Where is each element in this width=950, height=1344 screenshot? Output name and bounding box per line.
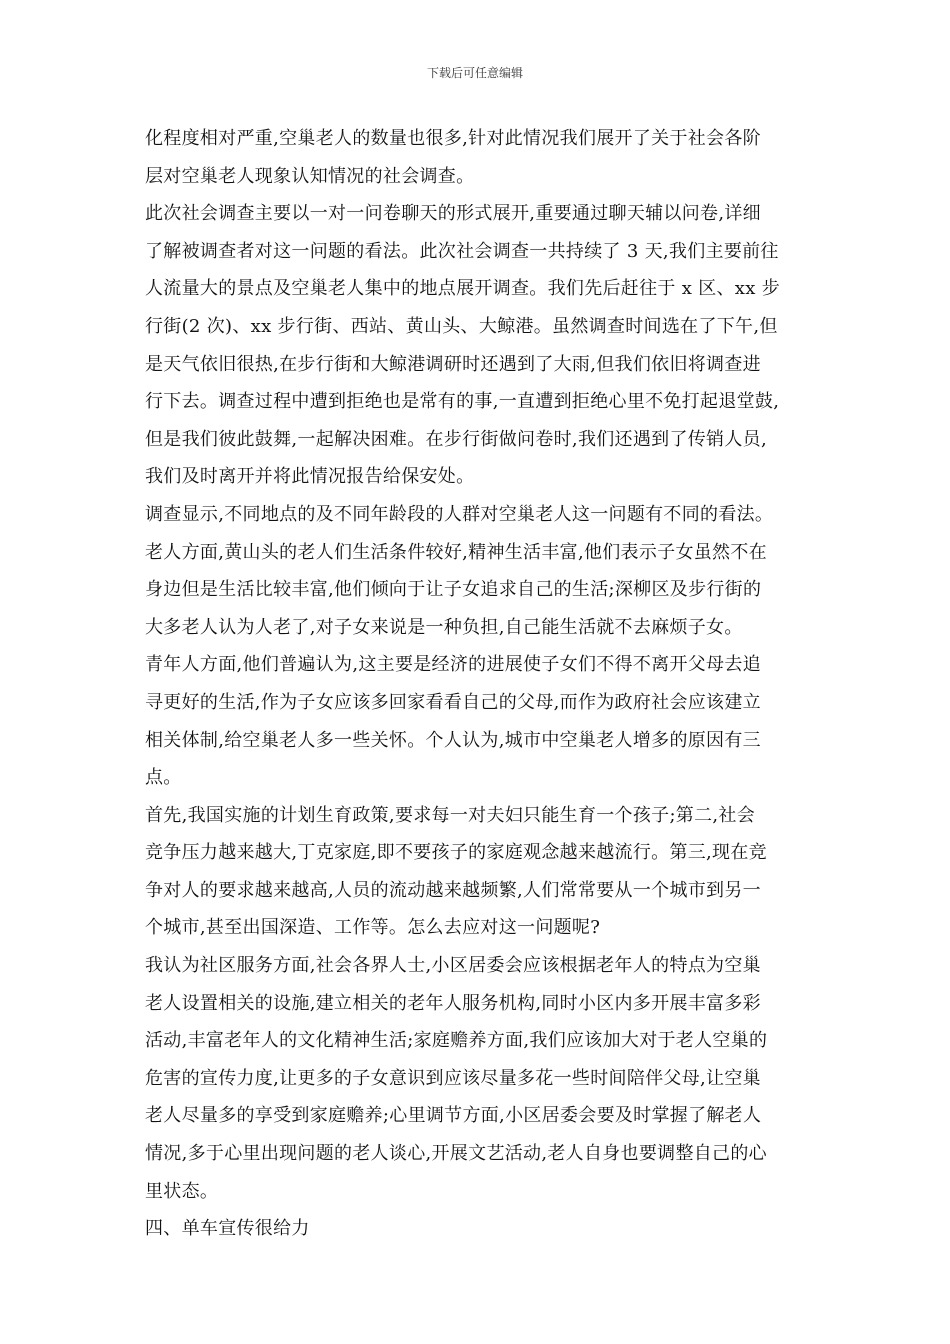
text-line: 行下去。调查过程中遭到拒绝也是常有的事,一直遭到拒绝心里不免打起退堂鼓, bbox=[145, 391, 780, 413]
page-header: 下载后可任意编辑 bbox=[426, 66, 523, 80]
text-line: 但是我们彼此鼓舞,一起解决困难。在步行街做问卷时,我们还遇到了传销人员, bbox=[145, 428, 767, 450]
text-line: 竞争压力越来越大,丁克家庭,即不要孩子的家庭观念越来越流行。第三,现在竞 bbox=[145, 842, 767, 864]
text-line: 里状态。 bbox=[145, 1180, 219, 1202]
text-line: 是天气依旧很热,在步行街和大鲸港调研时还遇到了大雨,但我们依旧将调查进 bbox=[145, 353, 761, 375]
text-line: 化程度相对严重,空巢老人的数量也很多,针对此情况我们展开了关于社会各阶 bbox=[145, 128, 761, 149]
document-body bbox=[145, 120, 825, 1248]
text-line: 此次社会调查主要以一对一问卷聊天的形式展开,重要通过聊天辅以问卷,详细 bbox=[145, 203, 761, 225]
text-line: 情况,多于心里出现问题的老人谈心,开展文艺活动,老人自身也要调整自己的心 bbox=[145, 1143, 767, 1165]
text-line: 我认为社区服务方面,社会各界人士,小区居委会应该根据老年人的特点为空巢 bbox=[145, 955, 761, 977]
section-heading: 四、单车宣传很给力 bbox=[145, 1218, 310, 1240]
text-line: 老人设置相关的设施,建立相关的老年人服务机构,同时小区内多开展丰富多彩 bbox=[145, 992, 761, 1014]
text-line: 活动,丰富老年人的文化精神生活;家庭赡养方面,我们应该加大对于老人空巢的 bbox=[145, 1030, 768, 1052]
text-line: 行街(2 次)、xx 步行街、西站、黄山头、大鲸港。虽然调查时间选在了下午,但 bbox=[145, 315, 778, 337]
text-line: 身边但是生活比较丰富,他们倾向于让子女追求自己的生活;深柳区及步行街的 bbox=[145, 579, 762, 601]
text-line: 个城市,甚至出国深造、工作等。怎么去应对这一问题呢? bbox=[145, 917, 601, 939]
text-line: 大多老人认为人老了,对子女来说是一种负担,自己能生活就不去麻烦子女。 bbox=[145, 616, 743, 638]
text-line: 青年人方面,他们普遍认为,这主要是经济的进展使子女们不得不离开父母去追 bbox=[145, 654, 761, 676]
text-line: 点。 bbox=[145, 767, 182, 789]
text-line: 老人方面,黄山头的老人们生活条件较好,精神生活丰富,他们表示子女虽然不在 bbox=[145, 541, 767, 563]
text-line: 调查显示,不同地点的及不同年龄段的人群对空巢老人这一问题有不同的看法。 bbox=[145, 503, 774, 525]
text-line: 寻更好的生活,作为子女应该多回家看看自己的父母,而作为政府社会应该建立 bbox=[145, 691, 761, 713]
text-line: 老人尽量多的享受到家庭赡养;心里调节方面,小区居委会要及时掌握了解老人 bbox=[145, 1105, 762, 1127]
text-line: 危害的宣传力度,让更多的子女意识到应该尽量多花一些时间陪伴父母,让空巢 bbox=[145, 1067, 761, 1089]
text-line: 人流量大的景点及空巢老人集中的地点展开调查。我们先后赶往于 x 区、xx 步 bbox=[145, 278, 781, 300]
text-line: 首先,我国实施的计划生育政策,要求每一对夫妇只能生育一个孩子;第二,社会 bbox=[145, 804, 756, 826]
text-line: 层对空巢老人现象认知情况的社会调查。 bbox=[145, 165, 475, 187]
text-line: 了解被调查者对这一问题的看法。此次社会调查一共持续了 3 天,我们主要前往 bbox=[145, 240, 779, 262]
text-line: 相关体制,给空巢老人多一些关怀。个人认为,城市中空巢老人增多的原因有三 bbox=[145, 729, 761, 751]
text-line: 争对人的要求越来越高,人员的流动越来越频繁,人们常常要从一个城市到另一 bbox=[145, 879, 761, 901]
text-line: 我们及时离开并将此情况报告给保安处。 bbox=[145, 466, 475, 488]
